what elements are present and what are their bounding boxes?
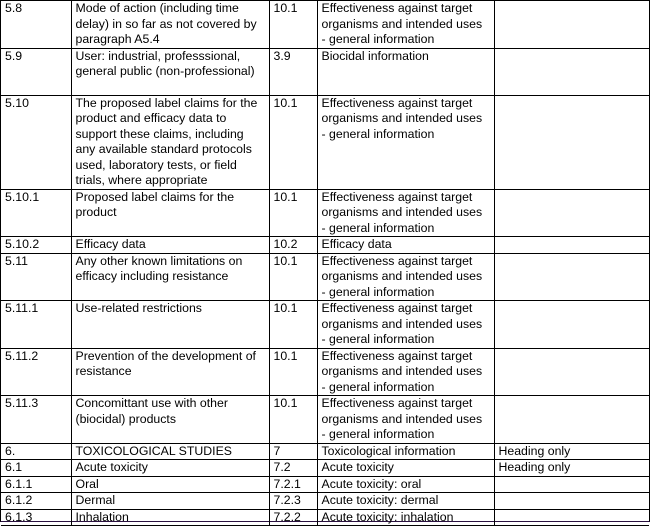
requirement-cell: Concomittant use with other (biocidal) products (71, 396, 269, 444)
reference-number-cell: 3.9 (269, 48, 317, 95)
section-number-cell: 5.11.3 (1, 396, 71, 444)
section-number-cell: 5.11.1 (1, 301, 71, 349)
description-cell: Effectiveness against target organisms and intended uses - general information (317, 253, 494, 301)
reference-number-cell: 10.1 (269, 301, 317, 349)
note-cell (494, 1, 649, 48)
description-cell: Effectiveness against target organisms and intended uses - general information (317, 1, 494, 48)
description-cell: Toxicological information (317, 443, 494, 460)
requirement-cell: Dermal (71, 493, 269, 510)
description-cell: Acute toxicity: inhalation (317, 509, 494, 526)
section-number-cell: 6. (1, 443, 71, 460)
table-row (1, 476, 649, 493)
description-cell: Efficacy data (317, 237, 494, 254)
description-cell: Effectiveness against target organisms and intended uses - general information (317, 189, 494, 237)
table-row (1, 253, 649, 301)
description-cell: Effectiveness against target organisms and intended uses - general information (317, 348, 494, 396)
note-cell (494, 348, 649, 396)
reference-number-cell: 7.2.1 (269, 476, 317, 493)
reference-number-cell: 7.2 (269, 460, 317, 477)
reference-number-cell: 10.1 (269, 95, 317, 189)
section-number-cell: 6.1.2 (1, 493, 71, 510)
description-cell: Effectiveness against target organisms and intended uses - general information (317, 95, 494, 189)
section-number-cell: 5.10.1 (1, 189, 71, 237)
table-row (1, 509, 649, 526)
table-row (1, 95, 649, 189)
note-cell (494, 48, 649, 95)
reference-number-cell: 10.1 (269, 1, 317, 48)
description-cell: Acute toxicity (317, 460, 494, 477)
table-row (1, 396, 649, 444)
section-number-cell: 5.11 (1, 253, 71, 301)
reference-number-cell: 10.1 (269, 189, 317, 237)
table-row (1, 48, 649, 95)
section-number-cell: 6.1 (1, 460, 71, 477)
description-cell: Effectiveness against target organisms and intended uses - general information (317, 396, 494, 444)
note-cell: Heading only (494, 460, 649, 477)
note-cell (494, 509, 649, 526)
description-cell: Biocidal information (317, 48, 494, 95)
reference-number-cell: 10.2 (269, 237, 317, 254)
table-row (1, 301, 649, 349)
description-cell: Effectiveness against target organisms and intended uses - general information (317, 301, 494, 349)
note-cell (494, 476, 649, 493)
note-cell (494, 253, 649, 301)
section-number-cell: 6.1.1 (1, 476, 71, 493)
description-cell: Acute toxicity: dermal (317, 493, 494, 510)
note-cell (494, 493, 649, 510)
reference-number-cell: 7.2.3 (269, 493, 317, 510)
reference-number-cell: 10.1 (269, 348, 317, 396)
table-row (1, 460, 649, 477)
note-cell (494, 237, 649, 254)
note-cell: Heading only (494, 443, 649, 460)
table-row (1, 493, 649, 510)
requirement-cell: Acute toxicity (71, 460, 269, 477)
note-cell (494, 95, 649, 189)
section-number-cell: 5.11.2 (1, 348, 71, 396)
reference-number-cell: 10.1 (269, 253, 317, 301)
section-number-cell: 5.10.2 (1, 237, 71, 254)
requirement-cell: User: industrial, professsional, general public (non-professional) (71, 48, 269, 95)
reference-number-cell: 7 (269, 443, 317, 460)
reference-number-cell: 10.1 (269, 396, 317, 444)
requirement-cell: The proposed label claims for the product and efficacy data to support these claims, including any available standard protocols used, laboratory tests, or field trials, where appropriate (71, 95, 269, 189)
requirement-cell: Prevention of the development of resistance (71, 348, 269, 396)
table-row (1, 189, 649, 237)
table-row (1, 237, 649, 254)
section-number-cell: 5.10 (1, 95, 71, 189)
section-number-cell: 5.9 (1, 48, 71, 95)
requirements-table (1, 1, 649, 526)
requirement-cell: Proposed label claims for the product (71, 189, 269, 237)
requirement-cell: Efficacy data (71, 237, 269, 254)
requirement-cell: Oral (71, 476, 269, 493)
section-number-cell: 6.1.3 (1, 509, 71, 526)
table-row (1, 443, 649, 460)
requirement-cell: TOXICOLOGICAL STUDIES (71, 443, 269, 460)
table-body (1, 1, 649, 526)
note-cell (494, 301, 649, 349)
requirement-cell: Inhalation (71, 509, 269, 526)
note-cell (494, 189, 649, 237)
table-row (1, 348, 649, 396)
note-cell (494, 396, 649, 444)
table-row (1, 1, 649, 48)
description-cell: Acute toxicity: oral (317, 476, 494, 493)
requirement-cell: Mode of action (including time delay) in so far as not covered by paragraph A5.4 (71, 1, 269, 48)
requirement-cell: Use-related restrictions (71, 301, 269, 349)
reference-number-cell: 7.2.2 (269, 509, 317, 526)
requirement-cell: Any other known limitations on efficacy including resistance (71, 253, 269, 301)
section-number-cell: 5.8 (1, 1, 71, 48)
